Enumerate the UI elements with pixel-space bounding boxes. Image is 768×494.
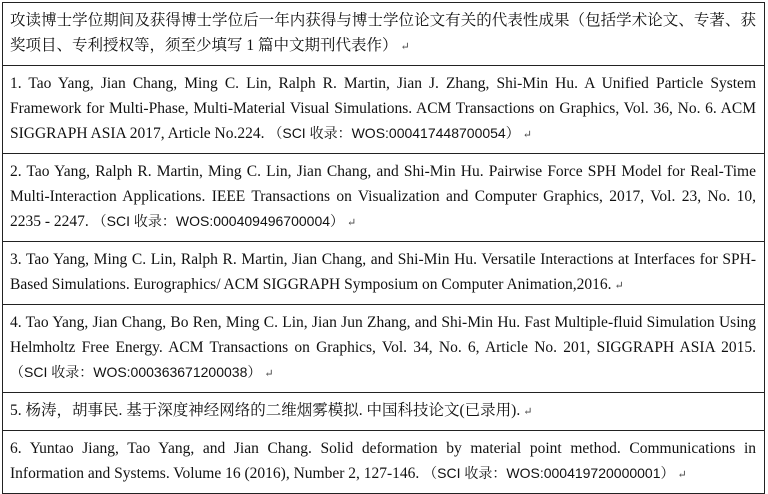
publication-cell-6 bbox=[3, 431, 765, 494]
paragraph-mark-icon: ↵ bbox=[400, 41, 410, 53]
publications-table bbox=[2, 2, 765, 494]
paragraph-mark-icon: ↵ bbox=[347, 217, 357, 229]
header-cell bbox=[3, 3, 765, 66]
paragraph-mark-icon: ↵ bbox=[523, 406, 533, 418]
publication-text: 4. Tao Yang, Jian Chang, Bo Ren, Ming C. Lin, Jian Jun Zhang, and Shi-Min Hu. Fast Multiple-fluid Simulation Using Helmholtz Free Energy. ACM Transactions on Graphics, Vol. 34, No. 6, Article No. 201, SIGGRAPH ASIA 2015. bbox=[10, 314, 756, 356]
publication-cell-5 bbox=[3, 393, 765, 431]
publication-text: 2. Tao Yang, Ralph R. Martin, Ming C. Lin, Jian Chang, and Shi-Min Hu. Pairwise Force SPH Model for Real-Time Multi-Interaction Applications. IEEE Transactions on Visualization and Computer Graphics, 2017, Vol. 23, No. 10, 2235 - 2247. bbox=[10, 163, 756, 230]
publication-cell-1 bbox=[3, 66, 765, 154]
paragraph-mark-icon: ↵ bbox=[522, 129, 532, 141]
publication-row bbox=[3, 393, 765, 431]
publication-row bbox=[3, 431, 765, 494]
paragraph-mark-icon: ↵ bbox=[614, 280, 624, 292]
publication-row bbox=[3, 154, 765, 242]
paragraph-mark-icon: ↵ bbox=[264, 368, 274, 380]
publication-text: 5. 杨涛，胡事民. 基于深度神经网络的二维烟雾模拟. 中国科技论文(已录用). bbox=[10, 402, 521, 419]
publication-text: 1. Tao Yang, Jian Chang, Ming C. Lin, Ralph R. Martin, Jian J. Zhang, Shi-Min Hu. A Unified Particle System Framework for Multi-Phase, Multi-Material Visual Simulations. ACM Transactions on Graphics, Vol. 36, No. 6. ACM SIGGRAPH ASIA 2017, Article No.224. bbox=[10, 75, 756, 142]
wos-index: （SCI 收录：WOS:000417448700054） bbox=[268, 125, 520, 141]
wos-index: （SCI 收录：WOS:000363671200038） bbox=[10, 364, 262, 380]
publication-row bbox=[3, 242, 765, 305]
header-text: 攻读博士学位期间及获得博士学位后一年内获得与博士学位论文有关的代表性成果（包括学术论文、专著、获奖项目、专利授权等，须至少填写 1 篇中文期刊代表作） bbox=[10, 12, 756, 54]
publication-text: 3. Tao Yang, Ming C. Lin, Ralph R. Martin, Jian Chang, and Shi-Min Hu. Versatile Interactions at Interfaces for SPH-Based Simulations. Eurographics/ ACM SIGGRAPH Symposium on Computer Animation,2016. bbox=[10, 251, 756, 293]
publication-cell-4 bbox=[3, 305, 765, 393]
publication-cell-2 bbox=[3, 154, 765, 242]
publication-row bbox=[3, 305, 765, 393]
header-row bbox=[3, 3, 765, 66]
publication-cell-3 bbox=[3, 242, 765, 305]
wos-index: （SCI 收录：WOS:000409496700004） bbox=[92, 213, 345, 229]
publication-row bbox=[3, 66, 765, 154]
paragraph-mark-icon: ↵ bbox=[677, 469, 687, 481]
publication-text: 6. Yuntao Jiang, Tao Yang, and Jian Chang. Solid deformation by material point method. Communications in Information and Systems. Volume 16 (2016), Number 2, 127-146. bbox=[10, 440, 756, 482]
wos-index: （SCI 收录：WOS:000419720000001） bbox=[423, 465, 675, 481]
